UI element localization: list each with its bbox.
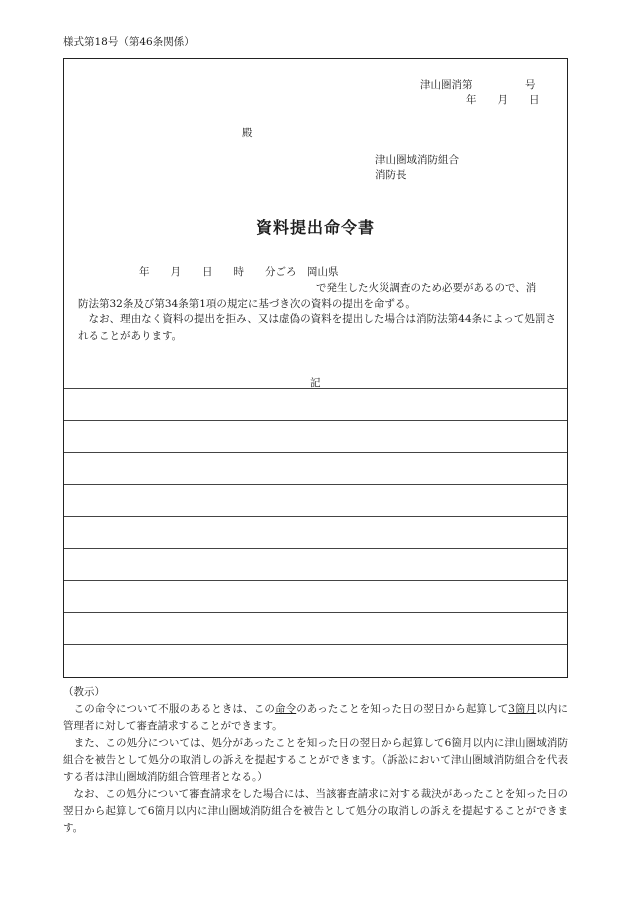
note-appeal-underline-period: 3箇月 <box>508 703 537 715</box>
legal-basis-line: 防法第32条及び第34条第1項の規定に基づき次の資料の提出を命ずる。 <box>78 298 416 310</box>
instruction-notes <box>63 684 568 837</box>
entry-line <box>64 580 567 581</box>
notes-heading: （教示） <box>63 686 105 698</box>
note-lawsuit: また、この処分については、処分があったことを知った日の翌日から起算して6箇月以内に津山圏域消防組合を被告として処分の取消しの訴えを提起することができます。（訴訟において津山圏域消防組合を代表する者は津山圏域消防組合管理者となる。） <box>63 737 568 783</box>
entry-line <box>64 452 567 453</box>
entry-line <box>64 644 567 645</box>
issue-date-line: 年 月 日 <box>466 94 540 106</box>
ki-label: 記 <box>310 377 321 389</box>
document-number-line: 津山圏消第 号 <box>420 79 536 91</box>
entry-line <box>64 516 567 517</box>
issuer-title: 消防長 <box>375 169 407 181</box>
entry-line <box>64 420 567 421</box>
addressee-suffix: 殿 <box>242 127 253 139</box>
entry-line <box>64 388 567 389</box>
note-appeal-text: のあったことを知った日の翌日から起算して <box>296 703 509 715</box>
form-number-label: 様式第18号（第46条関係） <box>63 36 195 48</box>
incident-continuation: で発生した火災調査のため必要があるので、消 <box>316 282 537 294</box>
entry-line <box>64 612 567 613</box>
command-form-frame <box>63 58 568 678</box>
note-appeal <box>63 701 568 735</box>
note-appeal-text: 以内に管理者に対して審査請求することができます。 <box>63 703 568 732</box>
entry-line <box>64 548 567 549</box>
issuer-organization: 津山圏域消防組合 <box>375 154 459 166</box>
note-lawsuit-after-appeal: なお、この処分について審査請求をした場合には、当該審査請求に対する裁決があったことを知った日の翌日から起算して6箇月以内に津山圏域消防組合を被告として処分の取消しの訴えを提起することができます。 <box>63 788 568 834</box>
document-title: 資料提出命令書 <box>255 218 375 237</box>
note-appeal-text: この命令について不服のあるときは、この <box>63 703 275 715</box>
incident-datetime-line: 年 月 日 時 分ごろ 岡山県 <box>139 266 339 278</box>
penalty-notice: なお、理由なく資料の提出を拒み、又は虚偽の資料を提出した場合は消防法第44条によって処罰されることがあります。 <box>78 313 556 342</box>
note-appeal-underline-command: 命令 <box>274 703 297 715</box>
entry-line <box>64 484 567 485</box>
